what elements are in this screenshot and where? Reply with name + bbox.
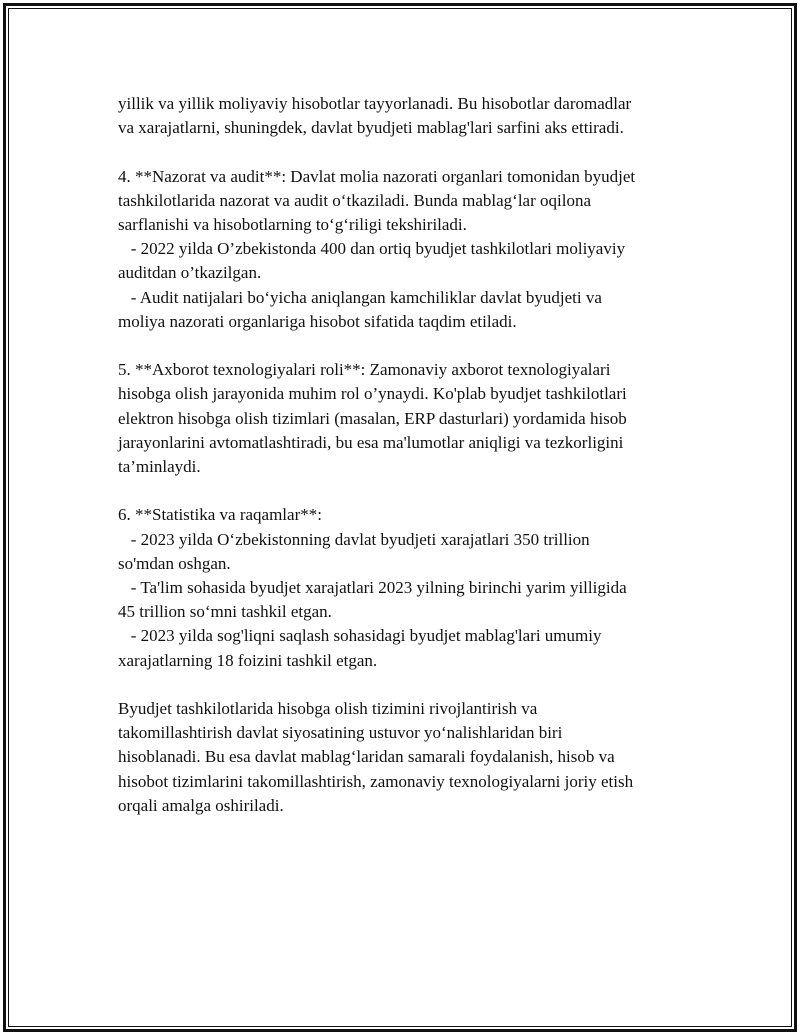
text-line: 6. **Statistika va raqamlar**: bbox=[118, 505, 322, 525]
paragraph-control-and-audit bbox=[118, 165, 688, 334]
text-line: va xarajatlarni, shuningdek, davlat byudjeti mablag'lari sarfini aks ettiradi. bbox=[118, 118, 624, 138]
text-line: ta’minlaydi. bbox=[118, 457, 201, 477]
paragraph-financial-reports bbox=[118, 92, 688, 140]
text-line: jarayonlarini avtomatlashtiradi, bu esa ma'lumotlar aniqligi va tezkorligini bbox=[118, 432, 624, 452]
list-item-line: - 2023 yilda O‘zbekistonning davlat byudjeti xarajatlari 350 trillion bbox=[118, 529, 590, 549]
text-line: so'mdan oshgan. bbox=[118, 553, 231, 573]
text-line: Byudjet tashkilotlarida hisobga olish tizimini rivojlantirish va bbox=[118, 699, 538, 719]
text-line: sarflanishi va hisobotlarning to‘g‘riligi tekshiriladi. bbox=[118, 215, 467, 234]
text-line: hisoblanadi. Bu esa davlat mablag‘laridan samarali foydalanish, hisob va bbox=[118, 747, 615, 767]
list-item-line: - 2022 yilda O’zbekistonda 400 dan ortiq byudjet tashkilotlari moliyaviy bbox=[118, 239, 626, 259]
text-line: 4. **Nazorat va audit**: Davlat molia nazorati organlari tomonidan byudjet bbox=[118, 166, 636, 186]
paragraph-statistics bbox=[118, 503, 688, 672]
text-line: moliya nazorati organlariga hisobot sifatida taqdim etiladi. bbox=[118, 311, 517, 331]
document-body bbox=[118, 92, 688, 842]
paragraph-conclusion bbox=[118, 697, 688, 818]
text-line: tashkilotlarida nazorat va audit o‘tkaziladi. Bunda mablag‘lar oqilona bbox=[118, 190, 592, 210]
paragraph-information-technology bbox=[118, 358, 688, 479]
text-line: yillik va yillik moliyaviy hisobotlar tayyorlanadi. Bu hisobotlar daromadlar bbox=[118, 94, 632, 113]
list-item-line: - 2023 yilda sog'liqni saqlash sohasidagi byudjet mablag'lari umumiy bbox=[118, 626, 602, 646]
text-line: orqali amalga oshiriladi. bbox=[118, 795, 284, 815]
text-line: hisobga olish jarayonida muhim rol o’ynaydi. Ko'plab byudjet tashkilotlari bbox=[118, 384, 627, 404]
text-line: takomillashtirish davlat siyosatining ustuvor yo‘nalishlaridan biri bbox=[118, 723, 563, 743]
text-line: elektron hisobga olish tizimlari (masalan, ERP dasturlari) yordamida hisob bbox=[118, 408, 627, 428]
list-item-line: - Ta'lim sohasida byudjet xarajatlari 2023 yilning birinchi yarim yilligida bbox=[118, 578, 627, 598]
text-line: 5. **Axborot texnologiyalari roli**: Zamonaviy axborot texnologiyalari bbox=[118, 360, 611, 380]
text-line: xarajatlarning 18 foizini tashkil etgan. bbox=[118, 650, 378, 670]
text-line: auditdan o’tkazilgan. bbox=[118, 263, 262, 283]
text-line: hisobot tizimlarini takomillashtirish, zamonaviy texnologiyalarni joriy etish bbox=[118, 771, 634, 791]
text-line: 45 trillion so‘mni tashkil etgan. bbox=[118, 602, 332, 622]
list-item-line: - Audit natijalari bo‘yicha aniqlangan kamchiliklar davlat byudjeti va bbox=[118, 287, 602, 307]
